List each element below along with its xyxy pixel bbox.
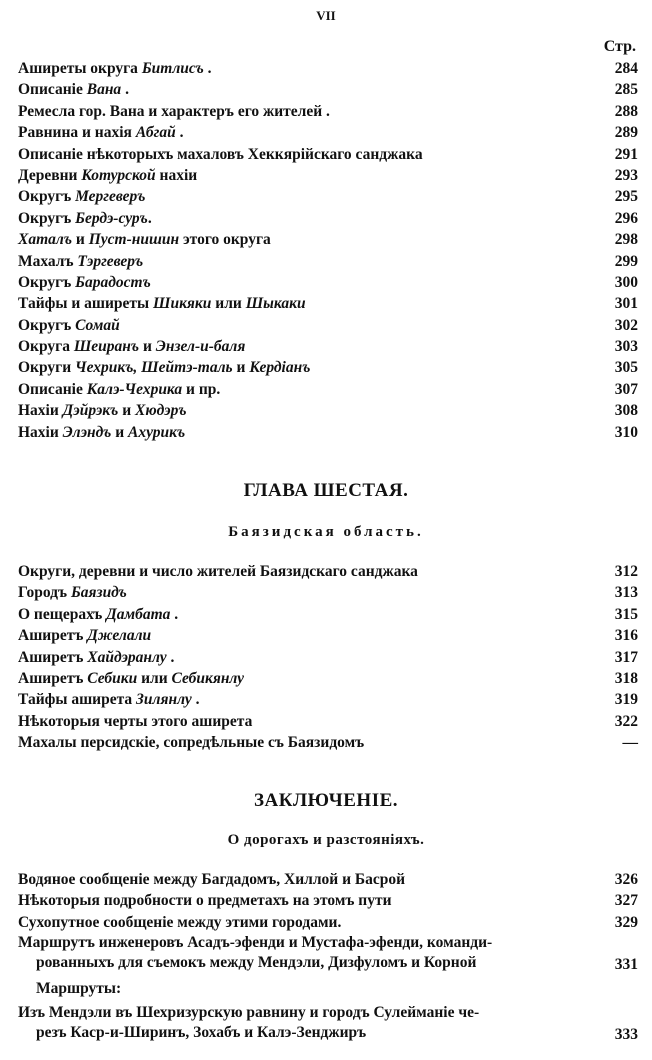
entry-place-name: Ахурикъ [128, 423, 186, 441]
entry-page-number: 308 [614, 402, 638, 420]
toc-entry[interactable] [18, 379, 638, 400]
toc-entry[interactable] [18, 689, 638, 710]
entry-text: Деревни [18, 166, 82, 184]
entry-title [18, 379, 220, 400]
entry-text: и [139, 338, 156, 356]
entry-page-number: 331 [614, 956, 638, 974]
entry-text: Описаніе [18, 81, 87, 99]
toc-section-2 [18, 561, 638, 754]
entry-title [18, 315, 120, 336]
entry-title [18, 101, 330, 122]
entry-page-number: 307 [614, 380, 638, 398]
toc-section-1 [18, 58, 638, 443]
entry-place-name: Котурской [81, 166, 156, 184]
entry-text: Ремесла гор. Вана и характеръ его жителей . [18, 102, 330, 120]
toc-entry[interactable] [18, 165, 638, 186]
toc-entry[interactable] [18, 293, 638, 314]
entry-text: или [211, 295, 246, 313]
toc-entry[interactable] [18, 400, 638, 421]
entry-page-number: 296 [614, 209, 638, 227]
entry-title [18, 561, 418, 582]
entry-title [18, 208, 152, 229]
toc-entry[interactable] [18, 357, 638, 378]
entry-title [18, 732, 364, 753]
toc-entry[interactable] [18, 561, 638, 582]
conclusion-subtitle: О дорогахъ и разстояніяхъ. [227, 832, 425, 848]
entry-title: Сухопутное сообщеніе между этими городами. [18, 913, 342, 931]
entry-title [18, 251, 143, 272]
entry-title [18, 422, 185, 443]
entry-title [18, 122, 184, 143]
entry-text: . [121, 81, 129, 99]
entry-page-number: 333 [614, 1026, 638, 1044]
entry-title [18, 58, 212, 79]
entry-place-name: Шеиранъ [73, 338, 140, 356]
entry-text: Аширеты округа [18, 60, 142, 77]
toc-entry[interactable] [18, 625, 638, 646]
entry-text: нахіи [155, 166, 198, 184]
entry-text: Аширетъ [18, 627, 88, 645]
entry-place-name: Себикянлу [171, 669, 245, 687]
entry-place-name: Энзел-и-баля [155, 338, 246, 356]
entry-text: Описаніе нѣкоторыхъ махаловъ Хеккярійскаго санджака [18, 145, 423, 163]
entry-page-number: 305 [614, 359, 638, 377]
entry-title [18, 604, 178, 625]
entry-title [18, 165, 197, 186]
entry-text: Описаніе [18, 380, 87, 398]
toc-entry[interactable] [18, 229, 638, 250]
entry-text: Тайфы и аширеты [18, 295, 153, 313]
entry-place-name: Себики [87, 669, 138, 687]
entry-text: О пещерахъ [18, 605, 107, 623]
entry-page-number: 322 [614, 712, 638, 730]
entry-place-name: Барадостъ [75, 273, 151, 291]
entry-text: Городъ [18, 584, 71, 602]
entry-title [18, 668, 244, 689]
entry-title: Водяное сообщеніе между Багдадомъ, Хиллой и Басрой [18, 871, 406, 888]
entry-text: Тайфы аширета [18, 691, 137, 709]
entry-title [18, 647, 174, 668]
toc-entry[interactable] [18, 272, 638, 293]
entry-title [18, 689, 199, 710]
toc-entry-route-1[interactable] [18, 933, 638, 975]
entry-place-name: Дамбата [106, 605, 171, 623]
entry-title [18, 229, 271, 250]
entry-place-name: Хюдэръ [135, 402, 187, 420]
entry-text: и [118, 402, 136, 420]
entry-page-number: 284 [614, 60, 638, 77]
entry-title: Нѣкоторыя подробности о предметахъ на этомъ пути [18, 892, 392, 910]
entry-place-name: Калэ-Чехрика [86, 380, 183, 398]
toc-entry[interactable] [18, 186, 638, 207]
entry-place-name: Джелали [87, 627, 152, 645]
entry-text: Округъ [18, 209, 76, 227]
entry-text: Округъ [18, 316, 76, 334]
entry-place-name: Битлисъ [141, 60, 204, 77]
chapter-title: ГЛАВА ШЕСТАЯ. [243, 480, 409, 501]
entry-page-number: 289 [614, 124, 638, 142]
entry-text: Махалъ [18, 252, 78, 270]
entry-text: Аширетъ [18, 669, 88, 687]
entry-title [18, 186, 145, 207]
toc-entry[interactable] [18, 122, 638, 143]
entry-text: . [203, 60, 212, 77]
toc-entry[interactable] [18, 711, 638, 732]
entry-text: или [137, 669, 172, 687]
entry-text: . [175, 124, 184, 142]
entry-text: и пр. [182, 380, 221, 398]
entry-text: Аширетъ [18, 648, 88, 666]
entry-page-number: 329 [614, 913, 638, 931]
entry-text: этого округа [179, 231, 271, 249]
entry-title-line-1: Маршрутъ инженеровъ Асадъ-эфенди и Мустафа-эфенди, команди- [18, 934, 493, 952]
entry-text: и [72, 231, 89, 249]
entry-place-name: Хаталъ [18, 231, 73, 249]
entry-place-name: Пуст-нишин [88, 231, 180, 249]
entry-title-line-2: рованныхъ для съемокъ между Мендэли, Дизфуломъ и Корной [36, 954, 477, 972]
entry-place-name: Зилянлу [136, 691, 192, 709]
page-column-header: Стр. [603, 38, 636, 55]
entry-page-number: 299 [614, 252, 638, 270]
entry-title [18, 711, 252, 732]
entry-page-number: 312 [614, 563, 638, 580]
entry-text: . [170, 605, 179, 623]
entry-place-name: Вана [86, 81, 122, 99]
entry-text: . [191, 691, 200, 709]
entry-title [18, 625, 151, 646]
entry-text: Равнина и нахія [18, 124, 136, 142]
entry-text: Нахіи [18, 402, 63, 420]
toc-section-3 [18, 869, 638, 1045]
toc-entry[interactable] [18, 251, 638, 272]
toc-entry[interactable] [18, 647, 638, 668]
chapter-subtitle: Баязидская область. [228, 524, 424, 540]
conclusion-title: ЗАКЛЮЧЕНІЕ. [253, 790, 399, 811]
toc-entry[interactable] [18, 890, 638, 911]
entry-text: Нѣкоторыя черты этого аширета [18, 712, 253, 730]
toc-entry[interactable] [18, 144, 638, 165]
entry-text: . [166, 648, 175, 666]
entry-title [18, 144, 423, 165]
toc-entry[interactable] [18, 208, 638, 229]
entry-title-line-1: Изъ Мендэли въ Шехризурскую равнину и городъ Сулейманіе че- [18, 1004, 480, 1022]
entry-place-name: Хайдэранлу [87, 648, 167, 666]
entry-page-number: 301 [614, 295, 638, 313]
toc-entry[interactable] [18, 732, 638, 753]
entry-text: Махалы персидскіе, сопредѣльные съ Баязидомъ [18, 734, 365, 752]
entry-place-name: Баязидъ [70, 584, 127, 602]
entry-title-line-2: резъ Каср-и-Ширинъ, Зохабъ и Калэ-Зенджиръ [36, 1024, 367, 1042]
entry-page-number: — [622, 734, 638, 752]
entry-place-name: Чехрикъ, Шейтэ-таль [75, 359, 233, 377]
entry-place-name: Шыкаки [245, 295, 306, 313]
entry-page-number: 291 [614, 145, 638, 163]
entry-page-number: 310 [614, 423, 638, 441]
entry-place-name: Кердіанъ [249, 359, 311, 377]
entry-page-number: 316 [614, 627, 638, 645]
entry-text: Округъ [18, 273, 76, 291]
toc-entry[interactable] [18, 336, 638, 357]
entry-page-number: 298 [614, 231, 638, 249]
entry-text: Округъ [18, 188, 76, 206]
entry-title [18, 400, 187, 421]
page-number: VII [316, 8, 336, 23]
entry-place-name: Элэндъ [62, 423, 112, 441]
toc-entry[interactable] [18, 101, 638, 122]
entry-page-number: 300 [614, 273, 638, 291]
entry-title [18, 582, 127, 603]
entry-page-number: 313 [614, 584, 638, 602]
entry-text: и [232, 359, 250, 377]
entry-page-number: 293 [614, 166, 638, 184]
entry-page-number: 327 [614, 892, 638, 910]
routes-label: Маршруты: [36, 980, 122, 998]
entry-text: Округи, деревни и число жителей Баязидскаго санджака [18, 563, 418, 580]
entry-page-number: 315 [614, 605, 638, 623]
entry-title [18, 336, 245, 357]
entry-page-number: 318 [614, 669, 638, 687]
toc-entry[interactable] [18, 422, 638, 443]
entry-title [18, 79, 129, 100]
entry-text: и [111, 423, 128, 441]
entry-title [18, 357, 310, 378]
entry-text: Округа [18, 338, 74, 356]
entry-page-number: 319 [614, 691, 638, 709]
toc-entry[interactable] [18, 79, 638, 100]
toc-entry[interactable] [18, 912, 638, 933]
entry-place-name: Мергеверъ [75, 188, 146, 206]
entry-place-name: Шикяки [153, 295, 212, 313]
toc-entry[interactable] [18, 869, 638, 890]
entry-place-name: Тэргеверъ [77, 252, 144, 270]
toc-entry[interactable] [18, 668, 638, 689]
entry-page-number: 288 [614, 102, 638, 120]
entry-place-name: Дэйрэкъ [62, 402, 119, 420]
routes-label-row [18, 975, 638, 1003]
entry-text: . [147, 209, 152, 227]
entry-page-number: 303 [614, 338, 638, 356]
entry-page-number: 317 [614, 648, 638, 666]
entry-place-name: Сомай [75, 316, 120, 334]
toc-entry[interactable] [18, 58, 638, 79]
entry-page-number: 302 [614, 316, 638, 334]
toc-entry[interactable] [18, 582, 638, 603]
entry-title [18, 293, 306, 314]
toc-entry-route-2[interactable] [18, 1003, 638, 1045]
entry-title [18, 272, 151, 293]
entry-page-number: 285 [614, 81, 638, 99]
toc-entry[interactable] [18, 604, 638, 625]
entry-place-name: Бердэ-суръ [75, 209, 148, 227]
entry-place-name: Абгай [135, 124, 176, 142]
entry-page-number: 326 [614, 871, 638, 888]
entry-text: Округи [18, 359, 75, 377]
entry-page-number: 295 [614, 188, 638, 206]
entry-text: Нахіи [18, 423, 63, 441]
toc-entry[interactable] [18, 315, 638, 336]
